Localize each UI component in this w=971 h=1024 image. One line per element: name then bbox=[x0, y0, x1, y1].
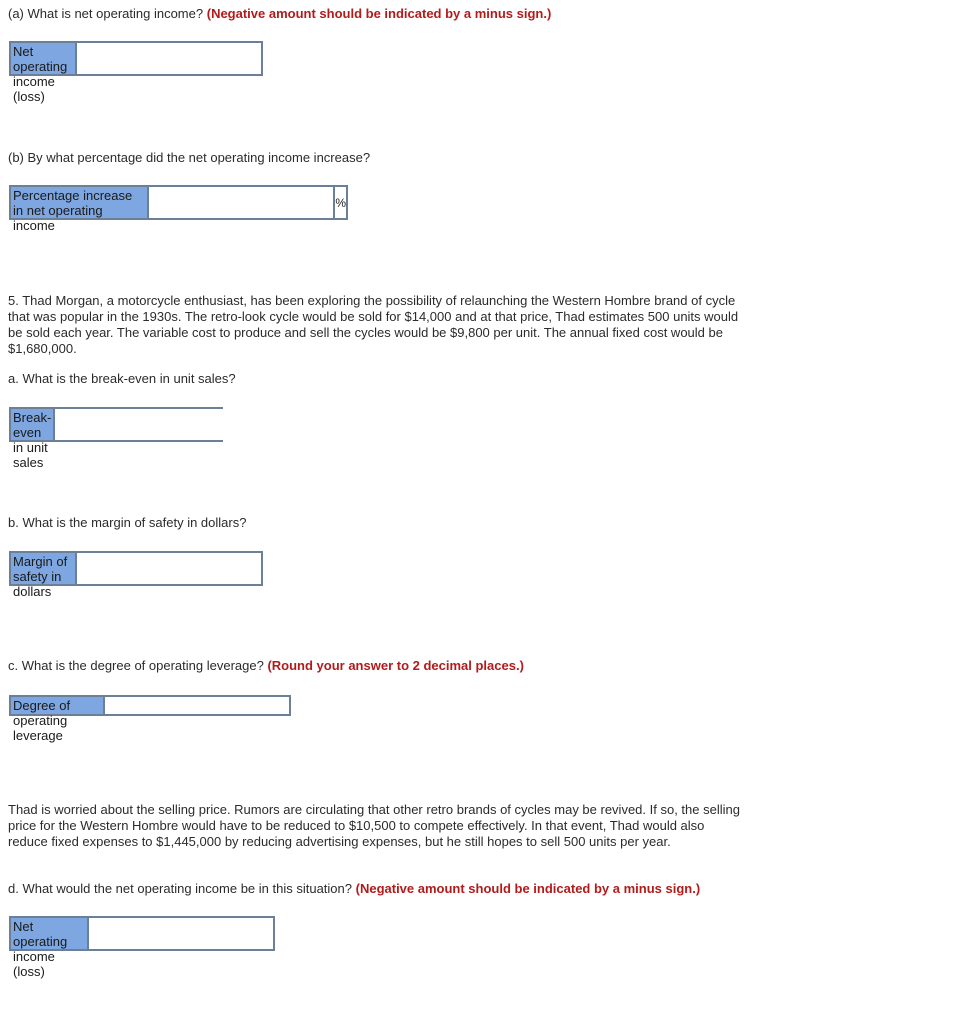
problem-5-text: 5. Thad Morgan, a motorcycle enthusiast, has been exploring the possibility of relaunching the Western Hombre brand of cycle that was popular in the 1930s. The retro-look cycle would be sold for $14,000 and at that price, Thad estimates 500 units would be sold each year. The variable cost to produce and sell the cycles would be $9,800 per unit. The annual fixed cost would be $1,680,000. bbox=[8, 293, 739, 356]
answer-label: Margin of safety in dollars bbox=[11, 553, 77, 584]
question-a bbox=[8, 6, 551, 22]
question-b: (b) By what percentage did the net operating income increase? bbox=[8, 150, 371, 165]
answer-row-percentage-increase bbox=[9, 185, 348, 233]
answer-row-break-even bbox=[9, 407, 223, 470]
scenario-text: Thad is worried about the selling price. Rumors are circulating that other retro brands of cycles may be revived. If so, the selling price for the Western Hombre would have to be reduced to $10,500 to compete effectively. In that event, Thad would also reduce fixed expenses to $1,445,000 by reducing advertising expenses, but he still hopes to sell 500 units per year. bbox=[8, 802, 740, 849]
percentage-increase-input[interactable] bbox=[149, 187, 333, 218]
question-5b: b. What is the margin of safety in dollars? bbox=[8, 515, 247, 530]
net-operating-income-input[interactable] bbox=[77, 43, 261, 74]
answer-input-wrap bbox=[105, 697, 289, 714]
question-5c-note: (Round your answer to 2 decimal places.) bbox=[267, 658, 524, 673]
break-even-input[interactable] bbox=[55, 409, 239, 440]
answer-row-net-operating-income-d bbox=[9, 916, 275, 979]
answer-row-net-operating-income bbox=[9, 41, 263, 104]
answer-label: Break-even in unit sales bbox=[11, 409, 55, 440]
answer-input-wrap bbox=[55, 409, 239, 440]
answer-input-wrap bbox=[77, 553, 261, 584]
percent-unit: % bbox=[333, 187, 346, 218]
answer-label: Net operating income (loss) bbox=[11, 43, 77, 74]
question-a-text: (a) What is net operating income? bbox=[8, 6, 204, 21]
margin-of-safety-input[interactable] bbox=[77, 553, 261, 584]
answer-label: Percentage increase in net operating income bbox=[11, 187, 149, 218]
answer-input-wrap bbox=[149, 187, 333, 218]
answer-label: Net operating income (loss) bbox=[11, 918, 89, 949]
question-5d-note: (Negative amount should be indicated by a minus sign.) bbox=[355, 881, 701, 896]
answer-row-degree-operating-leverage bbox=[9, 695, 291, 743]
question-5c-text: c. What is the degree of operating leverage? bbox=[8, 658, 264, 673]
question-5c bbox=[8, 658, 524, 674]
net-operating-income-d-input[interactable] bbox=[89, 918, 273, 949]
answer-row-margin-of-safety bbox=[9, 551, 263, 599]
question-5d bbox=[8, 881, 700, 897]
question-5d-text: d. What would the net operating income be in this situation? bbox=[8, 881, 352, 896]
question-5a: a. What is the break-even in unit sales? bbox=[8, 371, 236, 386]
answer-label: Degree of operating leverage bbox=[11, 697, 105, 714]
answer-input-wrap bbox=[89, 918, 273, 949]
degree-operating-leverage-input[interactable] bbox=[105, 697, 289, 714]
answer-input-wrap bbox=[77, 43, 261, 74]
question-a-note: (Negative amount should be indicated by a minus sign.) bbox=[206, 6, 552, 21]
